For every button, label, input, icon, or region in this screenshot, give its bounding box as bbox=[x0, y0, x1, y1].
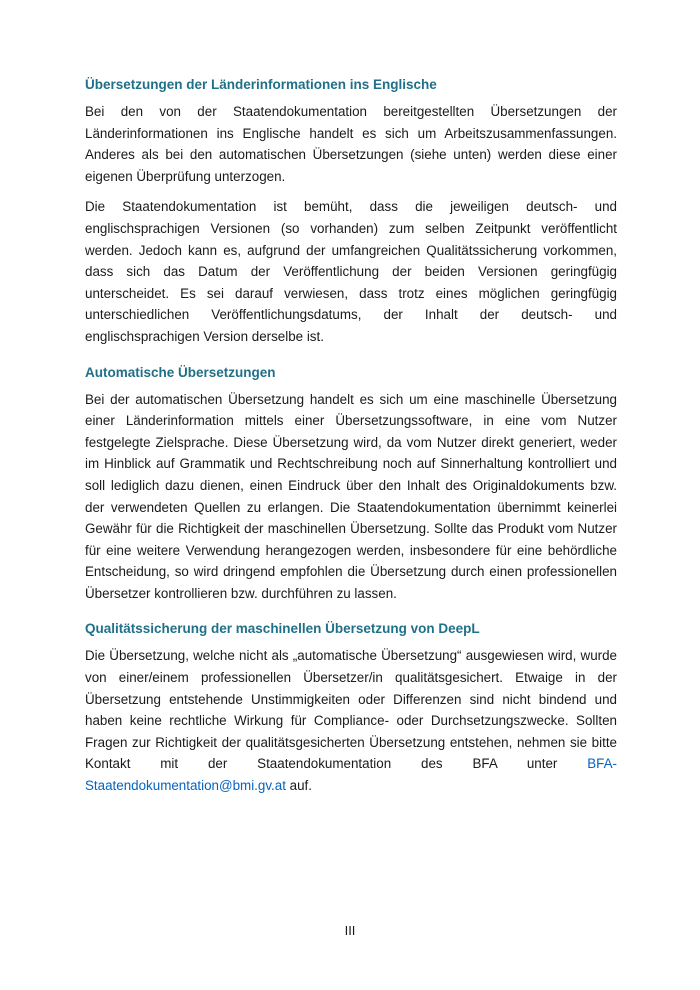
paragraph-text-after-link: auf. bbox=[285, 778, 312, 794]
page-content bbox=[85, 74, 617, 806]
email-link[interactable]: BFA-Staatendokumentation@bmi.gv.at bbox=[85, 756, 617, 794]
section-automatic-translations bbox=[85, 362, 617, 605]
page-footer bbox=[0, 923, 700, 939]
paragraph: Bei der automatischen Übersetzung handelt es sich um eine maschinelle Übersetzung einer Länderinformation mittels einer Übersetzungssoftware, in eine vom Nutzer festgelegte Zielsprache. Diese Übersetzung wird, da vom Nutzer direkt generiert, weder im Hinblick auf Grammatik und Rechtschreibung noch auf Sinnerhaltung kontrolliert und soll lediglich dazu dienen, einen Eindruck über den Inhalt des Originaldokuments bzw. der verwendeten Quellen zu erlangen. Die Staatendokumentation übernimmt keinerlei Gewähr für die Richtigkeit der maschinellen Übersetzung. Sollte das Produkt vom Nutzer für eine weitere Verwendung herangezogen werden, insbesondere für eine behördliche Entscheidung, so wird dringend empfohlen die Übersetzung durch einen professionellen Übersetzer kontrollieren bzw. durchführen zu lassen. bbox=[85, 391, 617, 601]
paragraph: Die Staatendokumentation ist bemüht, dass die jeweiligen deutsch- und englischsprachigen Versionen (so vorhanden) zum selben Zeitpunkt veröffentlicht werden. Jedoch kann es, aufgrund der umfangreichen Qualitätssicherung vorkommen, dass sich das Datum der Veröffentlichung der beiden Versionen geringfügig unterscheidet. Es sei darauf verwiesen, dass trotz eines möglichen geringfügig unterschiedlichen Veröffentlichungsdatums, der Inhalt der deutsch- und englischsprachigen Version derselbe ist. bbox=[85, 199, 617, 344]
section-heading-english-translations: Übersetzungen der Länderinformationen ins Englische bbox=[85, 77, 437, 92]
section-heading-quality-assurance: Qualitätssicherung der maschinellen Übersetzung von DeepL bbox=[85, 621, 480, 637]
paragraph bbox=[85, 645, 617, 796]
section-quality-assurance bbox=[85, 618, 617, 796]
page-number: III bbox=[344, 923, 356, 938]
section-english-translations bbox=[85, 74, 617, 348]
paragraph: Bei den von der Staatendokumentation bereitgestellten Übersetzungen der Länderinformationen ins Englische handelt es sich um Arbeitszusammenfassungen. Anderes als bei den automatischen Übersetzungen (siehe unten) werden diese einer eigenen Überprüfung unterzogen. bbox=[85, 104, 617, 184]
paragraph-text-before-link: Die Übersetzung, welche nicht als „automatische Übersetzung“ ausgewiesen wird, wurde von einer/einem professionellen Übersetzer/in qualitätsgesichert. Etwaige in der Übersetzung entstehende Unstimmigkeiten oder Differenzen sind nicht bindend und haben keine rechtliche Wirkung für Compliance- oder Durchsetzungszwecke. Sollten Fragen zur Richtigkeit der qualitätsgesicherten Übersetzung entstehen, nehmen sie bitte Kontakt mit der Staatendokumentation des BFA unter bbox=[85, 648, 617, 772]
section-heading-automatic-translations: Automatische Übersetzungen bbox=[85, 364, 276, 380]
